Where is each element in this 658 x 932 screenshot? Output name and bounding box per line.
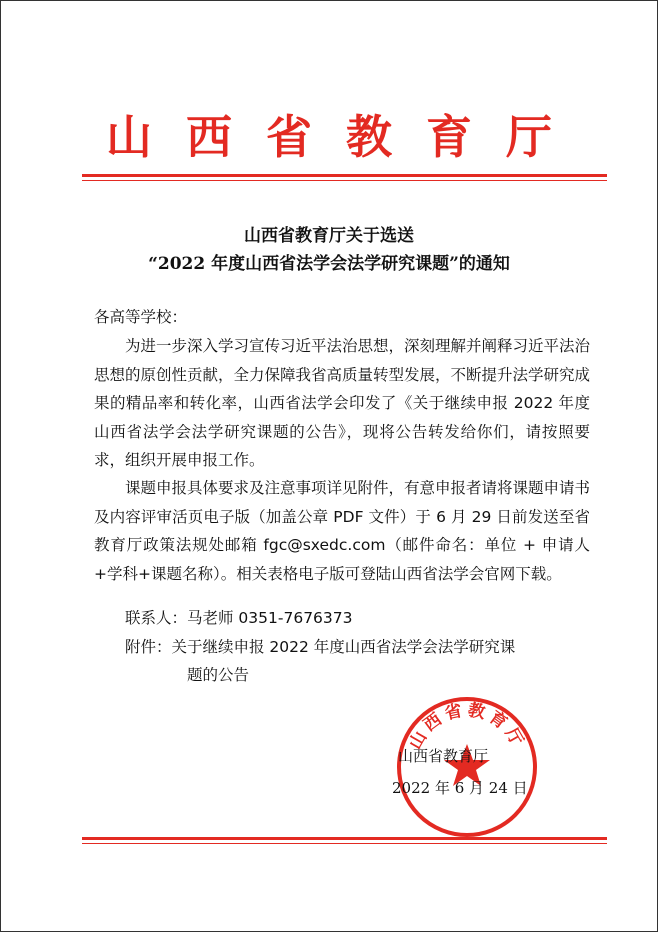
body-paragraph-2: 课题申报具体要求及注意事项详见附件，有意申报者请将课题申请书及内容评审活页电子版（加盖公章 PDF 文件）于 6 月 29 日前发送至省教育厅政策法规处邮箱 fgc@sxedc.com（邮件命名：单位 + 申请人+学科+课题名称）。相关表格电子版可登陆山西省法学会官网下载。 <box>94 479 591 583</box>
official-seal <box>392 692 542 842</box>
document-title-line1: 山西省教育厅关于选送 <box>244 226 414 246</box>
letterhead-rule-thin <box>82 180 607 181</box>
issue-date: 2022 年 6 月 24 日 <box>392 779 528 797</box>
body-paragraph-1: 为进一步深入学习宣传习近平法治思想，深刻理解并阐释习近平法治思想的原创性贡献，全力保障我省高质量转型发展，不断提升法学研究成果的精品率和转化率，山西省法学会印发了《关于继续申报 2022 年度山西省法学会法学研究课题的公告》，现将公告转发给你们，请按照要求，组织开展申报工作。 <box>94 337 591 469</box>
salutation: 各高等学校： <box>94 308 188 326</box>
attachment-line-cont: 题的公告 <box>187 666 250 684</box>
letterhead: 山西省教育厅 <box>106 110 586 164</box>
issuer-signature: 山西省教育厅 <box>398 747 489 765</box>
footer-rule-thin <box>82 843 607 844</box>
footer-rule <box>82 837 607 840</box>
contact-line: 联系人：马老师 0351-7676373 <box>125 609 353 627</box>
seal-text: 山西省教育厅 <box>405 700 529 753</box>
document-title-line2: “2022 年度山西省法学会法学研究课题”的通知 <box>148 254 510 274</box>
attachment-line: 附件：关于继续申报 2022 年度山西省法学会法学研究课 <box>125 638 516 656</box>
letterhead-rule <box>82 174 607 177</box>
